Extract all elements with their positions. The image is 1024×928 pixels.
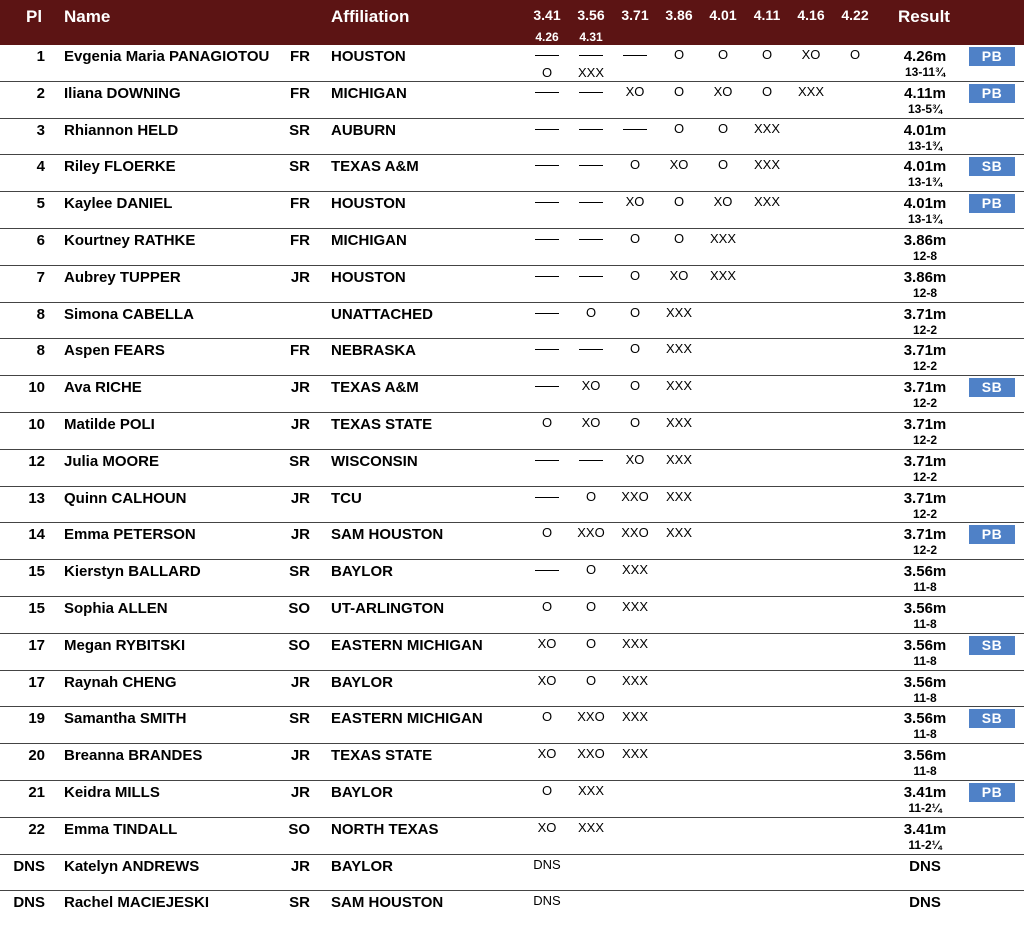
header-height: 4.11	[753, 7, 781, 23]
place-cell: 10	[28, 379, 45, 397]
result-mark: 3.56m	[903, 563, 947, 581]
class-year: JR	[290, 268, 310, 286]
attempt-mark: O	[541, 709, 553, 725]
affiliation-cell: MICHIGAN	[331, 231, 407, 249]
result-imperial: 13-1¾	[907, 138, 943, 153]
result-imperial: 12-2	[912, 469, 938, 484]
attempt-pass-mark	[569, 452, 613, 468]
result-mark: 4.11m	[904, 84, 946, 102]
place-cell: 8	[36, 305, 45, 323]
affiliation-cell: HOUSTON	[331, 48, 406, 65]
attempt-mark: XXX	[621, 598, 648, 614]
attempt-mark: O	[541, 414, 553, 430]
result-imperial: 12-8	[912, 285, 938, 300]
season-best-badge: SB	[969, 636, 1015, 655]
result-imperial: 11-8	[913, 580, 937, 595]
class-year: JR	[290, 489, 310, 507]
result-mark: 3.71m	[903, 379, 947, 397]
header-height: 4.16	[797, 7, 825, 23]
result-imperial: 11-8	[913, 616, 937, 631]
affiliation-cell: TEXAS A&M	[331, 158, 419, 176]
attempt-mark: XO	[669, 267, 689, 283]
header-height: 4.22	[841, 7, 869, 23]
attempt-pass-mark	[525, 231, 569, 247]
personal-best-badge: PB	[969, 47, 1015, 66]
header-height: 4.31	[579, 30, 603, 44]
athlete-name: Riley FLOERKE	[64, 158, 176, 176]
attempt-mark: XXX	[665, 304, 692, 320]
attempt-mark: O	[629, 341, 641, 357]
header-height: 3.56	[577, 7, 605, 23]
result-imperial: 11-8	[913, 764, 937, 779]
attempt-mark: XXX	[621, 709, 648, 725]
header-height: 3.71	[621, 7, 649, 23]
result-mark: 3.71m	[903, 452, 947, 470]
attempt-mark: O	[629, 267, 641, 283]
result-imperial: 11-8	[913, 653, 937, 668]
affiliation-cell: EASTERN MICHIGAN	[331, 636, 483, 654]
result-mark: 4.01m	[903, 121, 947, 139]
affiliation-cell: TCU	[331, 489, 362, 507]
class-year: FR	[290, 84, 310, 102]
table-row	[0, 82, 1024, 119]
athlete-name: Aspen FEARS	[64, 342, 165, 360]
personal-best-badge: PB	[969, 84, 1015, 103]
header-affiliation: Affiliation	[331, 7, 410, 26]
athlete-name: Ava RICHE	[64, 379, 142, 397]
place-cell: 20	[28, 747, 45, 765]
attempt-pass-mark	[569, 194, 613, 210]
attempt-pass-mark	[525, 121, 569, 137]
affiliation-cell: BAYLOR	[331, 673, 393, 691]
attempt-mark: O	[541, 782, 553, 798]
result-mark: DNS	[909, 894, 941, 912]
attempt-mark: XXX	[577, 819, 604, 835]
class-year: JR	[290, 857, 310, 875]
result-imperial: 11-2¼	[908, 837, 942, 852]
athlete-name: Breanna BRANDES	[64, 747, 203, 765]
athlete-name: Iliana DOWNING	[64, 84, 181, 102]
attempt-mark: O	[541, 525, 553, 541]
attempt-pass-mark	[569, 121, 613, 137]
table-row	[0, 266, 1024, 303]
result-imperial: 11-8	[913, 690, 937, 705]
table-row	[0, 487, 1024, 524]
attempt-mark: XXX	[665, 525, 692, 541]
result-imperial: 12-2	[912, 543, 938, 558]
athlete-name: Katelyn ANDREWS	[64, 857, 200, 875]
attempt-mark: XXX	[665, 451, 692, 467]
attempt-mark: XXO	[577, 709, 605, 725]
athlete-name: Evgenia Maria PANAGIOTOU	[64, 48, 270, 65]
attempt-pass-mark	[613, 121, 657, 137]
attempt-pass-mark	[569, 231, 613, 247]
attempt-mark: XO	[669, 157, 689, 173]
place-cell: 13	[28, 489, 45, 507]
attempt-mark: O	[629, 304, 641, 320]
result-mark: 3.56m	[903, 710, 947, 728]
result-imperial: 12-2	[912, 359, 938, 374]
athlete-name: Rachel MACIEJESKI	[64, 894, 210, 912]
attempt-mark: O	[849, 47, 861, 62]
result-mark: 4.01m	[903, 195, 947, 213]
place-cell: 17	[28, 636, 45, 654]
athlete-name: Julia MOORE	[64, 452, 160, 470]
result-imperial: 12-8	[912, 248, 938, 263]
class-year: SR	[289, 894, 310, 912]
affiliation-cell: HOUSTON	[331, 268, 406, 286]
attempt-mark: XXO	[577, 746, 605, 762]
place-cell: 1	[36, 48, 45, 65]
table-row	[0, 744, 1024, 781]
personal-best-badge: PB	[969, 783, 1015, 802]
attempt-pass-mark	[525, 268, 569, 284]
attempt-mark: XXX	[621, 672, 648, 688]
class-year: SO	[288, 636, 310, 654]
table-row	[0, 192, 1024, 229]
table-row	[0, 634, 1024, 671]
result-mark: 3.71m	[903, 526, 947, 544]
class-year: JR	[290, 673, 310, 691]
place-cell: 22	[28, 820, 45, 838]
table-row	[0, 523, 1024, 560]
affiliation-cell: BAYLOR	[331, 857, 393, 875]
attempt-mark: XXX	[621, 746, 648, 762]
table-row	[0, 450, 1024, 487]
table-row	[0, 119, 1024, 156]
attempt-mark: O	[541, 598, 553, 614]
attempt-mark: O	[673, 83, 685, 99]
attempt-mark: XXX	[577, 782, 604, 798]
table-row	[0, 303, 1024, 340]
attempt-pass-mark	[525, 489, 569, 505]
attempt-mark: XXX	[621, 635, 648, 651]
attempt-mark: O	[673, 120, 685, 136]
season-best-badge: SB	[969, 709, 1015, 728]
result-mark: 3.56m	[903, 747, 947, 765]
attempt-mark: O	[585, 598, 597, 614]
attempt-pass-mark	[525, 84, 569, 100]
affiliation-cell: BAYLOR	[331, 783, 393, 801]
attempt-pass-mark	[569, 268, 613, 284]
table-row	[0, 376, 1024, 413]
class-year: JR	[290, 526, 310, 544]
class-year: JR	[290, 379, 310, 397]
result-mark: 3.71m	[903, 305, 947, 323]
result-mark: 3.56m	[903, 599, 947, 617]
attempt-mark: O	[717, 157, 729, 173]
attempt-mark: O	[629, 157, 641, 173]
class-year: SR	[289, 710, 310, 728]
place-cell: 7	[36, 268, 45, 286]
athlete-name: Simona CABELLA	[64, 305, 195, 323]
attempt-pass-mark	[525, 305, 569, 321]
result-imperial: 12-2	[912, 322, 938, 337]
place-cell: DNS	[13, 894, 45, 912]
result-imperial: 12-2	[912, 506, 938, 521]
table-row	[0, 413, 1024, 450]
header-name: Name	[64, 7, 111, 26]
attempt-mark: XO	[537, 819, 557, 835]
athlete-name: Rhiannon HELD	[64, 121, 179, 139]
attempt-mark: DNS	[533, 856, 561, 872]
attempt-pass-mark	[613, 47, 657, 63]
table-row	[0, 891, 1024, 928]
athlete-name: Keidra MILLS	[64, 783, 160, 801]
affiliation-cell: TEXAS A&M	[331, 379, 419, 397]
result-mark: 3.86m	[903, 268, 947, 286]
class-year: JR	[290, 747, 310, 765]
table-row	[0, 155, 1024, 192]
attempt-pass-mark	[525, 378, 569, 394]
season-best-badge: SB	[969, 157, 1015, 176]
athlete-name: Emma TINDALL	[64, 820, 178, 838]
class-year: FR	[290, 342, 310, 360]
result-imperial: 12-2	[912, 432, 938, 447]
class-year: SR	[289, 121, 310, 139]
result-mark: 3.71m	[903, 342, 947, 360]
attempt-pass-mark	[525, 341, 569, 357]
place-cell: 5	[36, 195, 45, 213]
personal-best-badge: PB	[969, 194, 1015, 213]
attempt-mark: XO	[537, 746, 557, 762]
attempt-mark: XXX	[753, 157, 780, 173]
result-imperial: 11-2¼	[908, 800, 942, 815]
result-mark: 4.26m	[903, 48, 947, 65]
place-cell: 14	[28, 526, 45, 544]
attempt-mark: XXX	[797, 83, 824, 99]
place-cell: 2	[36, 84, 45, 102]
class-year: FR	[290, 48, 310, 65]
attempt-mark: O	[629, 378, 641, 394]
place-cell: 21	[28, 783, 45, 801]
attempt-mark: O	[541, 65, 553, 80]
attempt-mark: DNS	[533, 893, 561, 909]
attempt-mark: XXX	[753, 120, 780, 136]
attempt-mark: XO	[581, 378, 601, 394]
attempt-mark: O	[673, 230, 685, 246]
attempt-pass-mark	[525, 47, 569, 63]
result-mark: 3.56m	[903, 636, 947, 654]
affiliation-cell: NORTH TEXAS	[331, 820, 439, 838]
attempt-mark: O	[585, 562, 597, 578]
attempt-mark: XO	[625, 451, 645, 467]
attempt-mark: XXX	[753, 194, 780, 210]
header-height: 4.26	[535, 30, 559, 44]
result-mark: DNS	[909, 857, 941, 875]
affiliation-cell: EASTERN MICHIGAN	[331, 710, 483, 728]
attempt-mark: XXO	[621, 525, 649, 541]
table-row	[0, 855, 1024, 892]
season-best-badge: SB	[969, 378, 1015, 397]
header-result: Result	[898, 7, 950, 26]
attempt-mark: XXO	[577, 525, 605, 541]
attempt-pass-mark	[569, 47, 613, 63]
attempt-mark: XXX	[665, 341, 692, 357]
result-imperial: 12-2	[912, 396, 938, 411]
affiliation-cell: TEXAS STATE	[331, 415, 433, 433]
affiliation-cell: MICHIGAN	[331, 84, 407, 102]
attempt-mark: XXX	[665, 488, 692, 504]
attempt-pass-mark	[525, 452, 569, 468]
place-cell: 4	[36, 158, 45, 176]
affiliation-cell: TEXAS STATE	[331, 747, 433, 765]
result-mark: 3.56m	[903, 673, 947, 691]
athlete-name: Aubrey TUPPER	[64, 268, 181, 286]
attempt-mark: O	[673, 194, 685, 210]
athlete-name: Samantha SMITH	[64, 710, 187, 728]
affiliation-cell: HOUSTON	[331, 195, 406, 213]
attempt-mark: XO	[625, 194, 645, 210]
header-place: Pl	[26, 7, 43, 26]
attempt-mark: O	[717, 47, 729, 62]
attempt-mark: XXX	[577, 65, 604, 80]
attempt-mark: XO	[581, 414, 601, 430]
result-mark: 3.86m	[903, 231, 947, 249]
class-year: JR	[290, 415, 310, 433]
header-height: 4.01	[709, 7, 737, 23]
table-row	[0, 45, 1024, 82]
attempt-mark: O	[585, 304, 597, 320]
place-cell: 19	[28, 710, 45, 728]
attempt-pass-mark	[569, 84, 613, 100]
attempt-mark: XO	[801, 47, 821, 62]
result-mark: 3.41m	[903, 783, 947, 801]
attempt-mark: XXX	[621, 562, 648, 578]
athlete-name: Kourtney RATHKE	[64, 231, 196, 249]
affiliation-cell: WISCONSIN	[331, 452, 418, 470]
class-year: SO	[288, 820, 310, 838]
class-year: SR	[289, 452, 310, 470]
result-mark: 3.71m	[903, 489, 947, 507]
place-cell: 17	[28, 673, 45, 691]
result-mark: 3.71m	[903, 415, 947, 433]
attempt-pass-mark	[569, 157, 613, 173]
place-cell: 10	[28, 415, 45, 433]
attempt-pass-mark	[569, 341, 613, 357]
attempt-mark: O	[585, 672, 597, 688]
attempt-mark: O	[629, 230, 641, 246]
result-imperial: 13-1¾	[907, 175, 943, 190]
place-cell: 15	[28, 599, 45, 617]
place-cell: 15	[28, 563, 45, 581]
personal-best-badge: PB	[969, 525, 1015, 544]
athlete-name: Kaylee DANIEL	[64, 195, 173, 213]
class-year: SR	[289, 158, 310, 176]
attempt-mark: O	[761, 47, 773, 62]
class-year: SR	[289, 563, 310, 581]
attempt-mark: XO	[713, 83, 733, 99]
place-cell: 6	[36, 231, 45, 249]
attempt-mark: XO	[625, 83, 645, 99]
attempt-mark: XXO	[621, 488, 649, 504]
attempt-mark: XO	[713, 194, 733, 210]
class-year: JR	[290, 783, 310, 801]
place-cell: 8	[36, 342, 45, 360]
attempt-mark: XO	[537, 672, 557, 688]
result-imperial: 13-11¾	[904, 65, 946, 79]
attempt-mark: O	[629, 414, 641, 430]
affiliation-cell: UT-ARLINGTON	[331, 599, 445, 617]
table-row	[0, 560, 1024, 597]
attempt-pass-mark	[525, 194, 569, 210]
athlete-name: Quinn CALHOUN	[64, 489, 187, 507]
affiliation-cell: SAM HOUSTON	[331, 894, 444, 912]
athlete-name: Emma PETERSON	[64, 526, 196, 544]
affiliation-cell: NEBRASKA	[331, 342, 417, 360]
result-imperial: 13-1¾	[907, 212, 943, 227]
affiliation-cell: UNATTACHED	[331, 305, 433, 323]
table-row	[0, 707, 1024, 744]
results-table-header	[0, 0, 1024, 45]
table-row	[0, 339, 1024, 376]
attempt-mark: O	[761, 83, 773, 99]
class-year: SO	[288, 599, 310, 617]
athlete-name: Sophia ALLEN	[64, 599, 168, 617]
place-cell: 12	[28, 452, 45, 470]
affiliation-cell: AUBURN	[331, 121, 396, 139]
result-imperial: 11-8	[913, 727, 937, 742]
attempt-mark: O	[585, 488, 597, 504]
affiliation-cell: BAYLOR	[331, 563, 393, 581]
place-cell: 3	[36, 121, 45, 139]
class-year: FR	[290, 231, 310, 249]
attempt-pass-mark	[525, 157, 569, 173]
result-imperial: 13-5¾	[907, 101, 943, 116]
class-year: FR	[290, 195, 310, 213]
header-height: 3.86	[665, 7, 693, 23]
header-height: 3.41	[533, 7, 561, 23]
attempt-mark: O	[717, 120, 729, 136]
athlete-name: Kierstyn BALLARD	[64, 563, 201, 581]
attempt-mark: O	[673, 47, 685, 62]
attempt-mark: XO	[537, 635, 557, 651]
affiliation-cell: SAM HOUSTON	[331, 526, 444, 544]
table-row	[0, 597, 1024, 634]
result-mark: 4.01m	[903, 158, 947, 176]
table-row	[0, 229, 1024, 266]
attempt-mark: XXX	[665, 378, 692, 394]
attempt-mark: XXX	[709, 230, 736, 246]
attempt-mark: XXX	[709, 267, 736, 283]
table-row	[0, 671, 1024, 708]
results-table-body	[0, 45, 1024, 928]
table-row	[0, 818, 1024, 855]
athlete-name: Megan RYBITSKI	[64, 636, 186, 654]
result-mark: 3.41m	[903, 820, 947, 838]
place-cell: DNS	[13, 857, 45, 875]
athlete-name: Matilde POLI	[64, 415, 155, 433]
attempt-mark: XXX	[665, 414, 692, 430]
table-row	[0, 781, 1024, 818]
athlete-name: Raynah CHENG	[64, 673, 177, 691]
attempt-mark: O	[585, 635, 597, 651]
attempt-pass-mark	[525, 562, 569, 578]
